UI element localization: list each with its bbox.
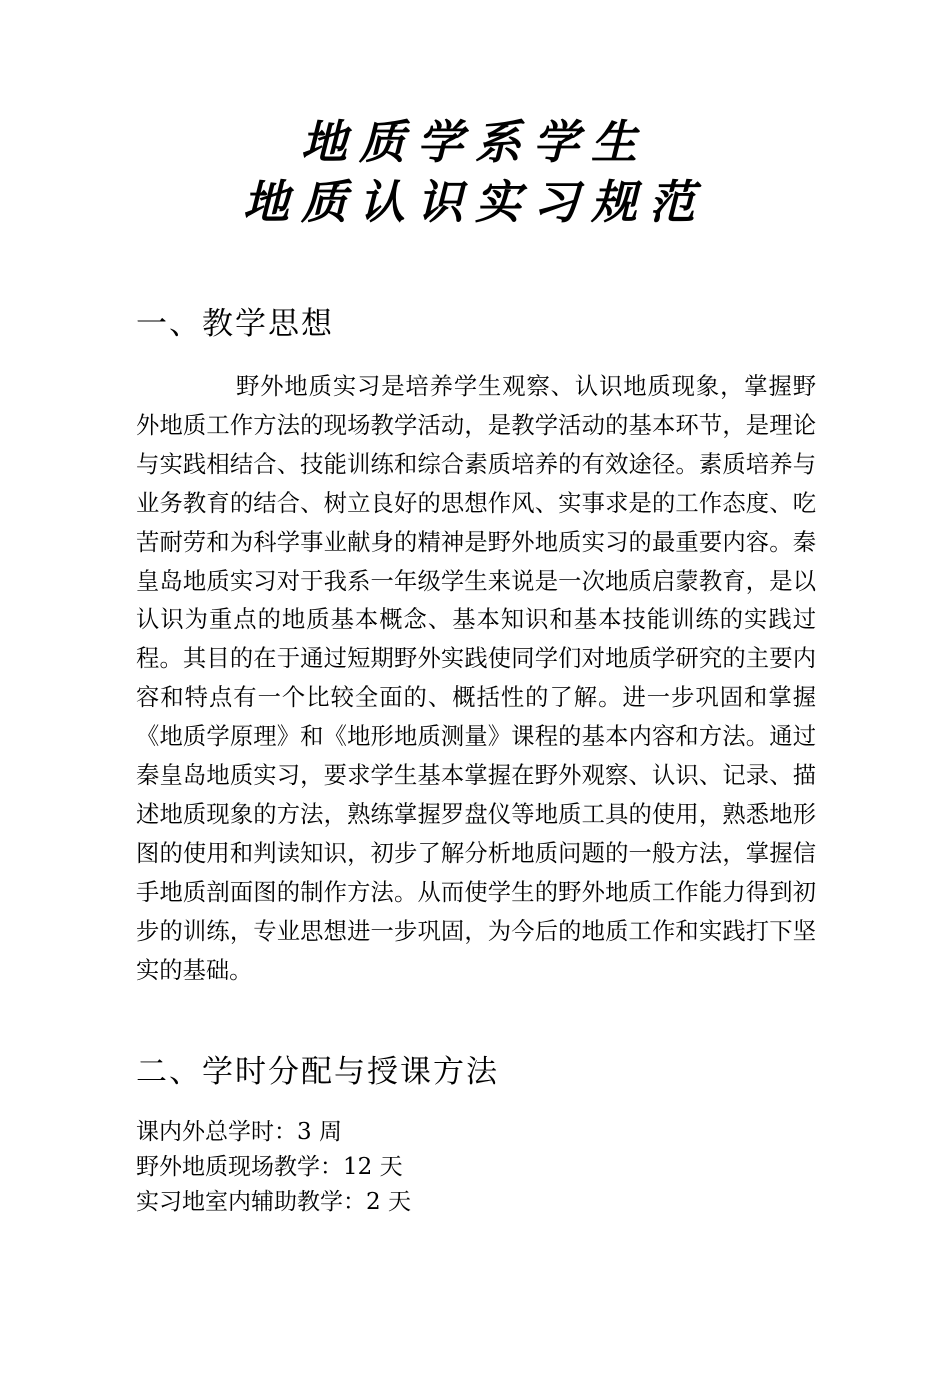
teaching-philosophy-paragraph: 野外地质实习是培养学生观察、认识地质现象，掌握野外地质工作方法的现场教学活动，是教学活动的基本环节，是理论与实践相结合、技能训练和综合素质培养的有效途径。素质培养与业务教育的结合、树立良好的思想作风、实事求是的工作态度、吃苦耐劳和为科学事业献身的精神是野外地质实习的最重要内容。秦皇岛地质实习对于我系一年级学生来说是一次地质启蒙教育，是以认识为重点的地质基本概念、基本知识和基本技能训练的实践过程。其目的在于通过短期野外实践使同学们对地质学研究的主要内容和特点有一个比较全面的、概括性的了解。进一步巩固和掌握《地质学原理》和《地形地质测量》课程的基本内容和方法。通过秦皇岛地质实习，要求学生基本掌握在野外观察、认识、记录、描述地质现象的方法，熟练掌握罗盘仪等地质工具的使用，熟悉地形图的使用和判读知识，初步了解分析地质问题的一般方法，掌握信手地质剖面图的制作方法。从而使学生的野外地质工作能力得到初步的训练，专业思想进一步巩固，为今后的地质工作和实践打下坚实的基础。 bbox=[136, 373, 816, 984]
section-heading-teaching-philosophy: 一、教学思想 bbox=[136, 306, 334, 342]
hours-list bbox=[136, 1115, 816, 1220]
title-line-2: 地质认识实习规范 bbox=[243, 175, 707, 229]
hours-line-total: 课内外总学时：3 周 bbox=[136, 1119, 342, 1145]
hours-line-field: 野外地质现场教学：12 天 bbox=[136, 1154, 403, 1180]
document-title bbox=[0, 112, 950, 232]
section-heading-hours-and-methods: 二、学时分配与授课方法 bbox=[136, 1054, 499, 1090]
hours-line-indoor: 实习地室内辅助教学：2 天 bbox=[136, 1189, 411, 1215]
title-line-1: 地质学系学生 bbox=[301, 115, 649, 169]
